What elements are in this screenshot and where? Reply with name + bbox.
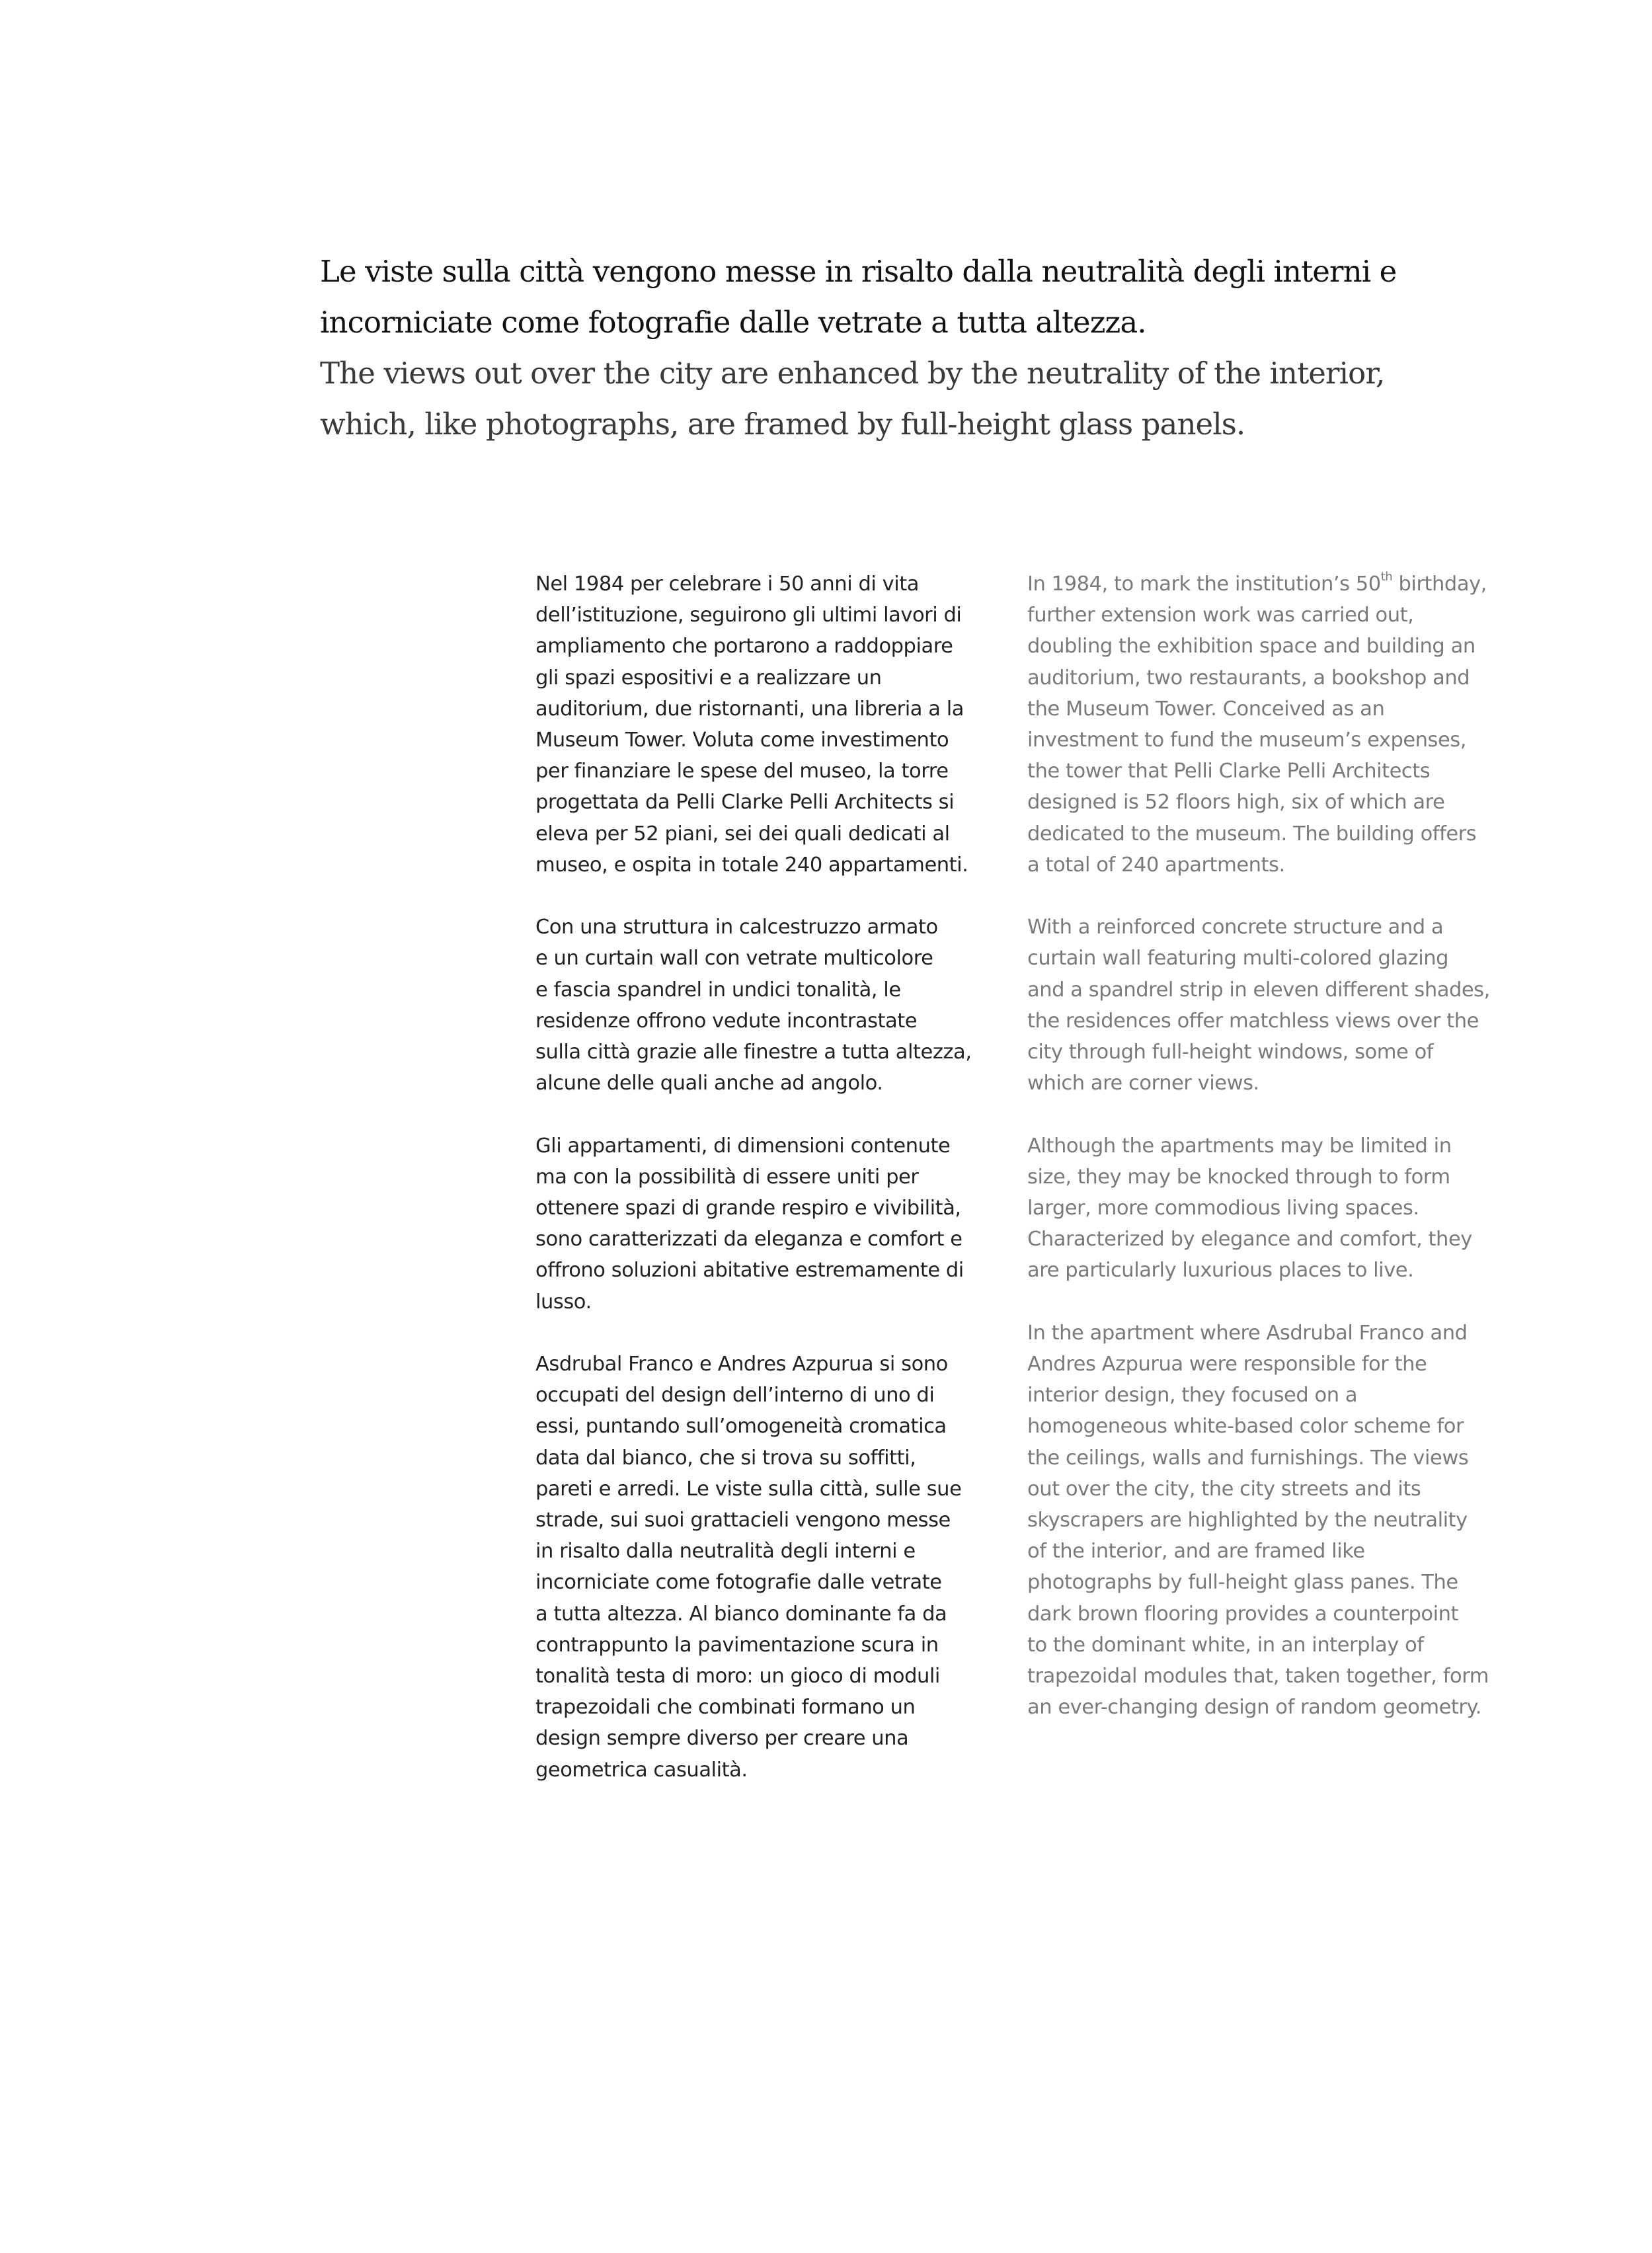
english-paragraph: With a reinforced concrete structure and a curtain wall featuring multi-colored glazing and a spandrel strip in eleven different shades, the residences offer matchless views over the city through full-height windows, some of which are corner views. xyxy=(1027,916,1490,1095)
italian-paragraph: Con una struttura in calcestruzzo armato e un curtain wall con vetrate multicolore e fascia spandrel in undici tonalità, le residenze offrono vedute incontrastate sulla città grazie alle finestre a tutta altezza, alcune delle quali anche ad angolo. xyxy=(535,916,972,1095)
english-paragraph-first xyxy=(1027,569,1510,881)
italian-paragraph: Nel 1984 per celebrare i 50 anni di vita dell’istituzione, seguirono gli ultimi lavori di ampliamento che portarono a raddoppiare gli spazi espositivi e a realizzare un auditorium, due ristornanti, una libreria a la Museum Tower. Voluta come investimento per finanziare le spese del museo, la torre progettata da Pelli Clarke Pelli Architects si eleva per 52 piani, sei dei quali dedicati al museo, e ospita in totale 240 appartamenti. xyxy=(535,573,968,877)
english-paragraph-first-rest: birthday, further extension work was carried out, doubling the exhibition space and building an auditorium, two restaurants, a bookshop and the Museum Tower. Conceived as an investment to fund the museum’s expenses, the tower that Pelli Clarke Pelli Architects designed is 52 floors high, six of which are dedicated to the museum. The building offers a total of 240 apartments. xyxy=(1027,573,1487,877)
italian-paragraph: Asdrubal Franco e Andres Azpurua si sono occupati del design dell’interno di uno di essi, puntando sull’omogeneità cromatica data dal bianco, che si trova su soffitti, pareti e arredi. Le viste sulla città, sulle sue strade, sui suoi grattacieli vengono messe in risalto dalla neutralità degli interni e incorniciate come fotografie dalle vetrate a tutta altezza. Al bianco dominante fa da contrappunto la pavimentazione scura in tonalità testa di moro: un gioco di moduli trapezoidali che combinati formano un design sempre diverso per creare una geometrica casualità. xyxy=(535,1353,962,1782)
pull-quote-italian: Le viste sulla città vengono messe in risalto dalla neutralità degli interni e incorniciate come fotografie dalle vetrate a tutta altezza. xyxy=(320,254,1397,340)
pull-quote-english: The views out over the city are enhanced by the neutrality of the interior, which, like photographs, are framed by full-height glass panels. xyxy=(320,356,1385,442)
italian-paragraph: Gli appartamenti, di dimensioni contenute ma con la possibilità di essere uniti per ottenere spazi di grande respiro e vivibilità, sono caratterizzati da eleganza e comfort e offrono soluzioni abitative estremamente di lusso. xyxy=(535,1134,964,1314)
english-paragraph-first-start: In 1984, to mark the institution’s 50 xyxy=(1027,573,1381,596)
english-paragraph: In the apartment where Asdrubal Franco and Andres Azpurua were responsible for the interior design, they focused on a homogeneous white-based color scheme for the ceilings, walls and furnishings. The views out over the city, the city streets and its skyscrapers are highlighted by the neutrality of the interior, and are framed like photographs by full-height glass panes. The dark brown flooring provides a counterpoint to the dominant white, in an interplay of trapezoidal modules that, taken together, form an ever-changing design of random geometry. xyxy=(1027,1321,1489,1719)
italian-text-column xyxy=(535,569,998,1817)
english-text-column xyxy=(1027,569,1510,1755)
english-paragraph: Although the apartments may be limited in size, they may be knocked through to form larger, more commodious living spaces. Characterized by elegance and comfort, they are particularly luxurious places to live. xyxy=(1027,1134,1472,1283)
ordinal-superscript: th xyxy=(1380,569,1393,584)
pull-quote xyxy=(320,246,1444,450)
